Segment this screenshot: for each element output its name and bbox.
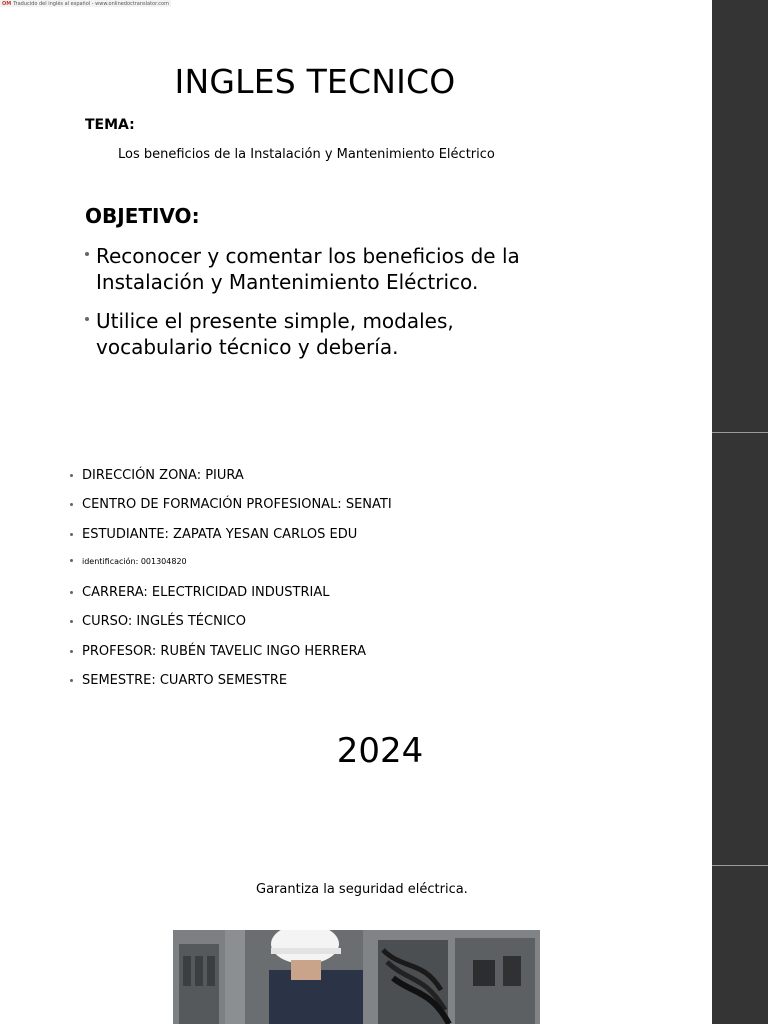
bullet-icon (85, 252, 89, 256)
translation-stamp-text: Traducido del inglés al español - www.onlinedoctranslator.com (13, 0, 169, 7)
page-separator (712, 865, 768, 866)
bullet-icon (85, 317, 89, 321)
objetivo-item (85, 243, 545, 295)
bullet-icon (70, 620, 73, 623)
document-title: INGLES TECNICO (174, 62, 456, 101)
objetivo-heading: OBJETIVO: (85, 204, 200, 228)
objetivo-list (85, 243, 545, 373)
info-item-profesor (70, 642, 392, 671)
bullet-icon (70, 503, 73, 506)
info-item-text: CURSO: INGLÉS TÉCNICO (82, 614, 246, 630)
year-label: 2024 (336, 731, 424, 771)
student-info-list (70, 466, 392, 700)
bullet-icon (70, 474, 73, 477)
info-item-curso (70, 612, 392, 641)
tema-label: TEMA: (85, 117, 135, 133)
info-item-text: SEMESTRE: CUARTO SEMESTRE (82, 673, 288, 689)
tema-text: Los beneficios de la Instalación y Mantenimiento Eléctrico (118, 147, 495, 162)
info-item-identificacion (70, 554, 392, 583)
electrician-photo (173, 930, 540, 1024)
info-item-zona (70, 466, 392, 495)
objetivo-item (85, 308, 545, 360)
bullet-icon (70, 559, 73, 562)
info-item-text: identificación: 001304820 (82, 556, 187, 566)
info-item-text: DIRECCIÓN ZONA: PIURA (82, 468, 244, 483)
info-item-text: PROFESOR: RUBÉN TAVELIC INGO HERRERA (82, 643, 367, 659)
info-item-text: CENTRO DE FORMACIÓN PROFESIONAL: SENATI (82, 497, 392, 513)
photo-caption: Garantiza la seguridad eléctrica. (256, 882, 468, 897)
translation-stamp[interactable] (0, 0, 171, 7)
bullet-icon (70, 650, 73, 653)
bullet-icon (70, 533, 73, 536)
page-separator (712, 432, 768, 433)
bullet-icon (70, 591, 73, 594)
electrical-panel-illustration (173, 930, 540, 1024)
info-item-centro (70, 495, 392, 524)
info-item-text: ESTUDIANTE: ZAPATA YESAN CARLOS EDU (82, 526, 358, 542)
objetivo-item-text: Utilice el presente simple, modales, vocabulario técnico y debería. (96, 309, 454, 359)
info-item-semestre (70, 671, 392, 700)
translator-logo: OM (2, 0, 12, 7)
bullet-icon (70, 679, 73, 682)
side-scroll-rail[interactable] (712, 0, 768, 1024)
objetivo-item-text: Reconocer y comentar los beneficios de la Instalación y Mantenimiento Eléctrico. (96, 244, 520, 294)
info-item-carrera (70, 583, 392, 612)
info-item-text: CARRERA: ELECTRICIDAD INDUSTRIAL (82, 585, 330, 601)
info-item-estudiante (70, 525, 392, 554)
